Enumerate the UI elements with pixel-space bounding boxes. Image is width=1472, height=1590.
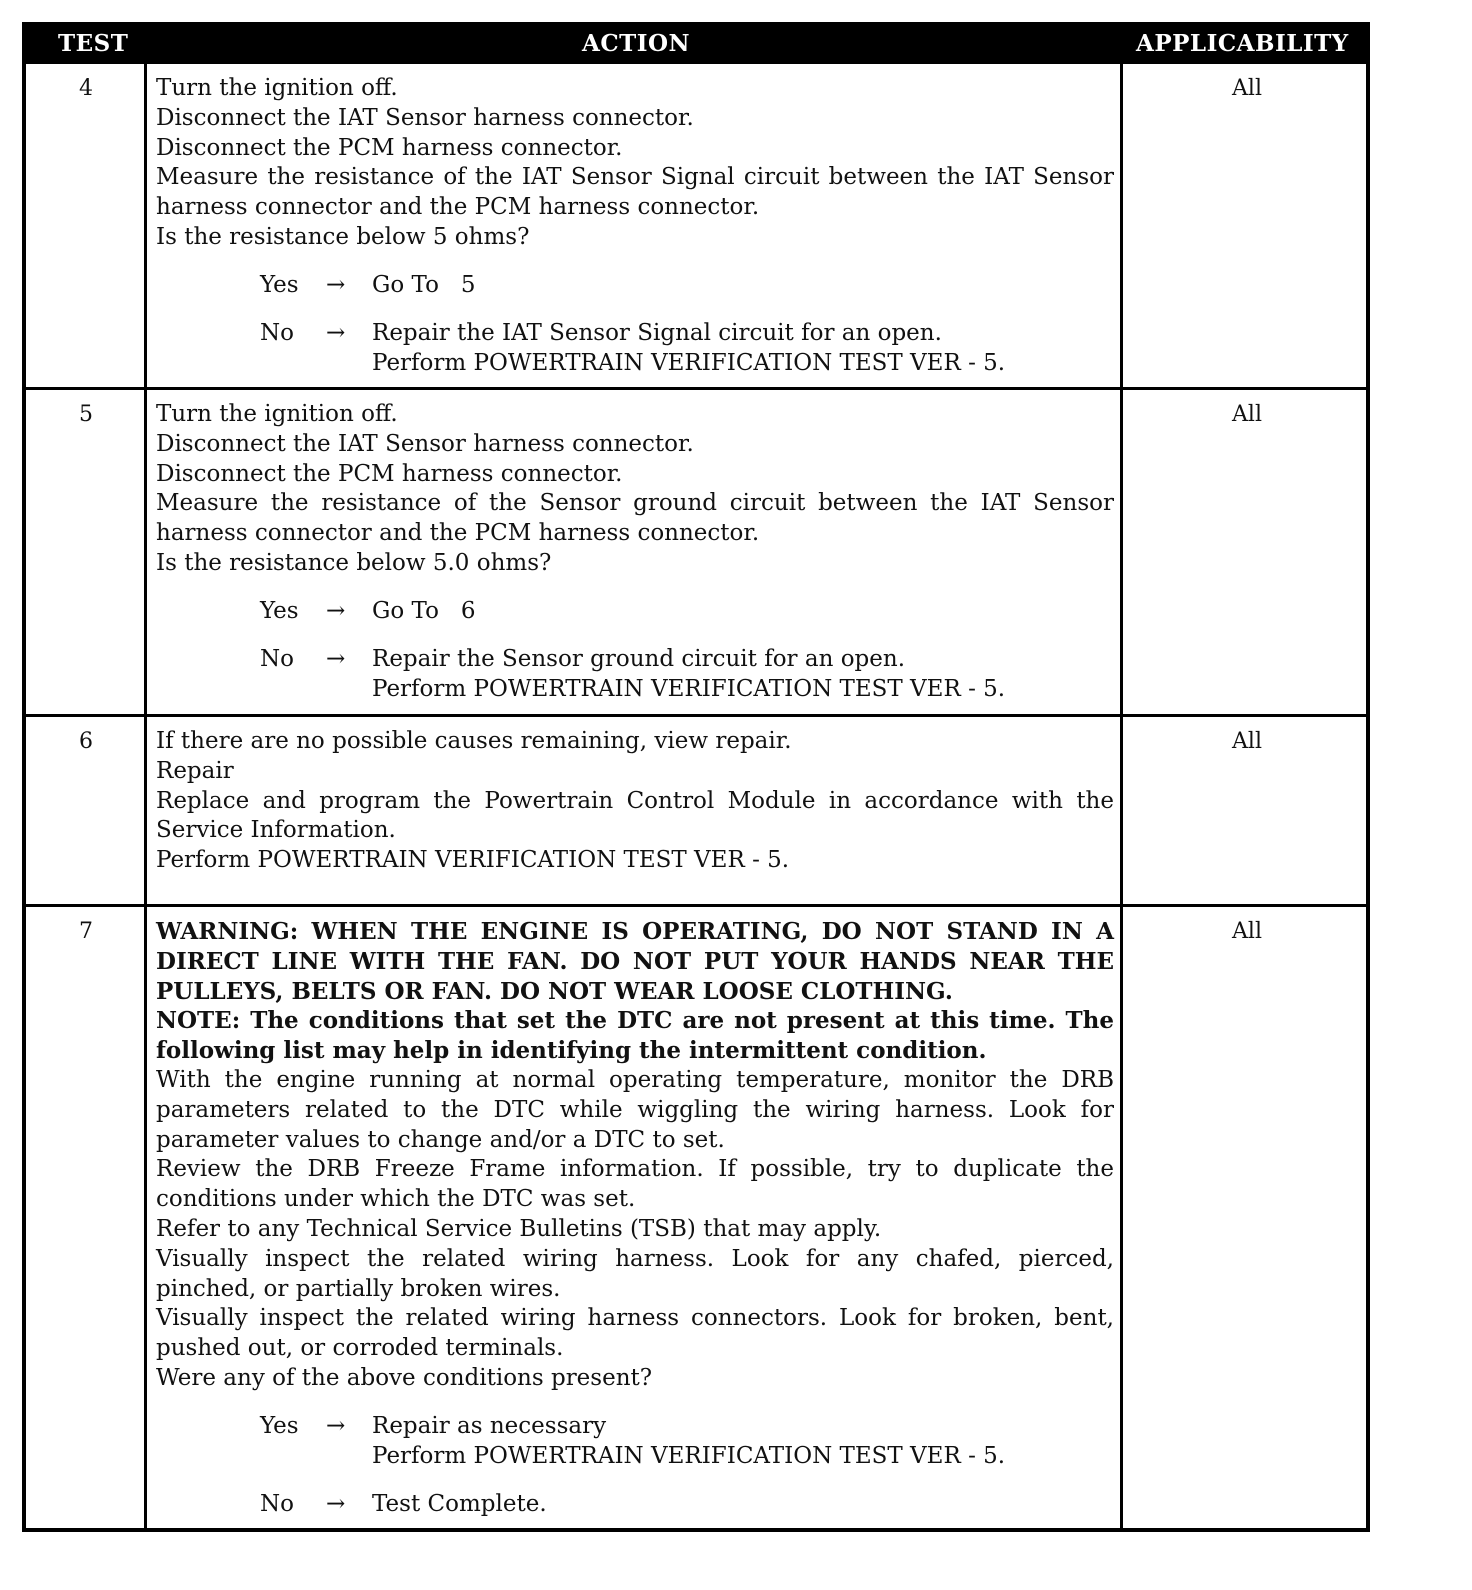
right-arrow-icon: → xyxy=(326,1490,346,1517)
yes-answer xyxy=(156,1412,1114,1472)
table-row xyxy=(26,390,1366,714)
table-row xyxy=(26,907,1366,1528)
no-label: No xyxy=(260,645,294,672)
right-arrow-icon: → xyxy=(326,1412,346,1439)
repair-label: Repair xyxy=(156,757,234,784)
step-text: Disconnect the IAT Sensor harness connector. xyxy=(156,104,694,131)
applicability-cell: All xyxy=(1232,76,1262,101)
no-result xyxy=(372,645,1114,705)
question-text: Is the resistance below 5 ohms? xyxy=(156,223,530,250)
step-text: Refer to any Technical Service Bulletins (TSB) that may apply. xyxy=(156,1215,882,1242)
yes-result: Go To 5 xyxy=(372,271,476,298)
no-label: No xyxy=(260,1490,294,1517)
diagnostic-table xyxy=(22,22,1370,1532)
action-cell xyxy=(156,917,1114,1520)
step-text: Visually inspect the related wiring harness connectors. Look for broken, bent, pushed out, or corroded terminals. xyxy=(156,1305,1114,1362)
test-number: 5 xyxy=(79,402,93,427)
right-arrow-icon: → xyxy=(326,645,346,672)
step-text: Disconnect the PCM harness connector. xyxy=(156,134,623,161)
yes-label: Yes xyxy=(260,271,299,298)
step-text: Review the DRB Freeze Frame information. If possible, try to duplicate the conditions under which the DTC was set. xyxy=(156,1156,1114,1213)
question-text: Were any of the above conditions present? xyxy=(156,1364,653,1391)
yes-result-line: Perform POWERTRAIN VERIFICATION TEST VER - 5. xyxy=(372,1442,1006,1469)
step-text: Turn the ignition off. xyxy=(156,401,398,427)
step-text: If there are no possible causes remaining, view repair. xyxy=(156,728,792,754)
applicability-cell: All xyxy=(1232,402,1262,427)
test-number: 4 xyxy=(79,76,93,101)
yes-answer xyxy=(156,271,1114,301)
no-answer xyxy=(156,645,1114,705)
warning-text: WARNING: WHEN THE ENGINE IS OPERATING, DO NOT STAND IN A DIRECT LINE WITH THE FAN. DO NOT PUT YOUR HANDS NEAR THE PULLEYS, BELTS OR FAN. DO NOT WEAR LOOSE CLOTHING. xyxy=(156,918,1114,1005)
no-label: No xyxy=(260,319,294,346)
no-answer xyxy=(156,1490,1114,1520)
step-text: Measure the resistance of the Sensor ground circuit between the IAT Sensor harness connector and the PCM harness connector. xyxy=(156,490,1114,547)
step-text: Disconnect the PCM harness connector. xyxy=(156,460,623,487)
action-cell xyxy=(156,400,1114,705)
table-row xyxy=(26,64,1366,387)
right-arrow-icon: → xyxy=(326,319,346,346)
no-result: Test Complete. xyxy=(372,1490,547,1517)
yes-label: Yes xyxy=(260,597,299,624)
test-number: 7 xyxy=(79,919,93,944)
table-row xyxy=(26,717,1366,904)
yes-result: Go To 6 xyxy=(372,597,476,624)
repair-text: Perform POWERTRAIN VERIFICATION TEST VER - 5. xyxy=(156,847,790,874)
no-result-line: Perform POWERTRAIN VERIFICATION TEST VER - 5. xyxy=(372,675,1006,702)
step-text: Visually inspect the related wiring harness. Look for any chafed, pierced, pinched, or partially broken wires. xyxy=(156,1245,1114,1302)
applicability-cell: All xyxy=(1232,729,1262,754)
no-result-line: Repair the IAT Sensor Signal circuit for an open. xyxy=(372,319,942,346)
no-answer xyxy=(156,319,1114,379)
no-result-line: Repair the Sensor ground circuit for an open. xyxy=(372,645,906,672)
action-cell xyxy=(156,727,1114,876)
test-number: 6 xyxy=(79,729,93,754)
step-text: Turn the ignition off. xyxy=(156,75,398,101)
header-action: ACTION xyxy=(582,30,691,57)
question-text: Is the resistance below 5.0 ohms? xyxy=(156,549,552,576)
yes-label: Yes xyxy=(260,1412,299,1439)
header-applicability: APPLICABILITY xyxy=(1136,30,1349,57)
step-text: Measure the resistance of the IAT Sensor Signal circuit between the IAT Sensor harness connector and the PCM harness connector. xyxy=(156,164,1114,221)
step-text: Disconnect the IAT Sensor harness connector. xyxy=(156,430,694,457)
header-test: TEST xyxy=(58,30,129,57)
action-cell xyxy=(156,74,1114,379)
yes-result xyxy=(372,1412,1114,1472)
repair-text: Replace and program the Powertrain Control Module in accordance with the Service Information. xyxy=(156,787,1114,844)
yes-result-line: Repair as necessary xyxy=(372,1412,607,1439)
applicability-cell: All xyxy=(1232,919,1262,944)
note-text: NOTE: The conditions that set the DTC are not present at this time. The following list may help in identifying the intermittent condition. xyxy=(156,1007,1114,1065)
right-arrow-icon: → xyxy=(326,271,346,298)
no-result xyxy=(372,319,1114,379)
table-header xyxy=(26,26,1366,64)
step-text: With the engine running at normal operating temperature, monitor the DRB parameters related to the DTC while wiggling the wiring harness. Look for parameter values to change and/or a DTC to set. xyxy=(156,1066,1114,1153)
no-result-line: Perform POWERTRAIN VERIFICATION TEST VER - 5. xyxy=(372,349,1006,376)
yes-answer xyxy=(156,597,1114,627)
right-arrow-icon: → xyxy=(326,597,346,624)
